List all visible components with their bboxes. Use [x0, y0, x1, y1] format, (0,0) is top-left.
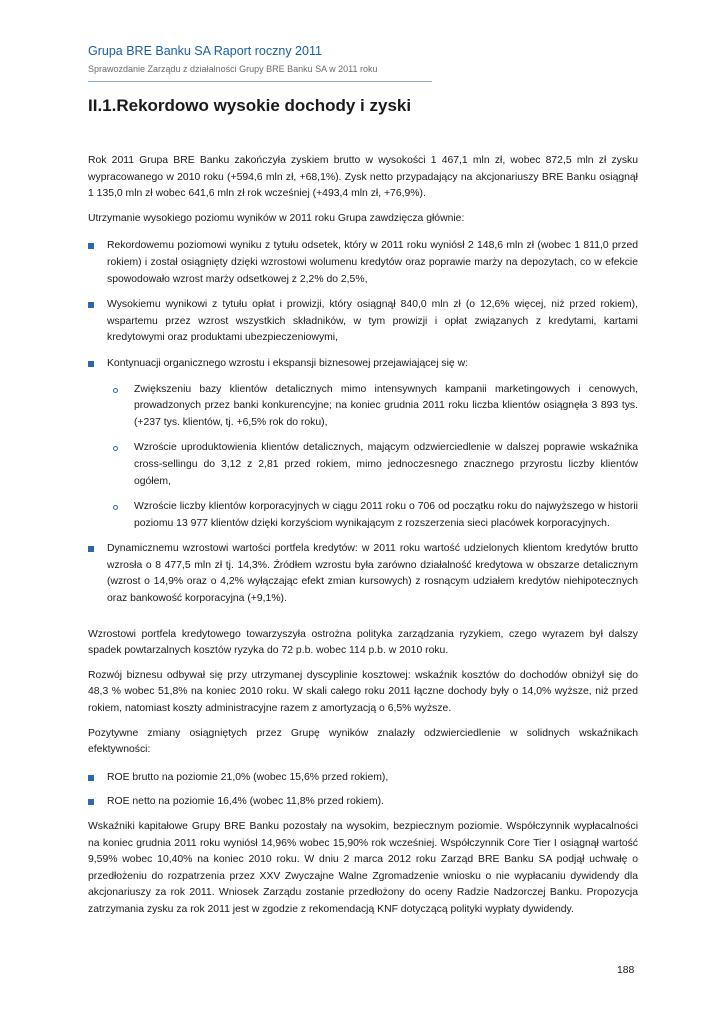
paragraph-risk: Wzrostowi portfela kredytowego towarzyszyła ostrożna polityka zarządzania ryzykiem, czego wyrazem był dalszy spadek powtarzalnych kosztów ryzyka do 72 p.b. wobec 114 p.b. w 2010 roku.: [88, 628, 638, 657]
bullet-text-growth: Kontynuacji organicznego wzrostu i ekspansji biznesowej przejawiającej się w:: [107, 357, 468, 369]
circle-bullet-icon: [113, 446, 118, 451]
sub-list-item: [88, 440, 638, 490]
page-number: 188: [617, 965, 635, 976]
list-item: [88, 356, 638, 373]
list-item: [88, 238, 638, 288]
bullet-text-fees: Wysokiemu wynikowi z tytułu opłat i prowizji, który osiągnął 840,0 mln zł (o 12,6% więcej, niż przed rokiem), wspartemu przez wzrost wszystkich składników, w tym prowizji i opłat związanych z kredytami, kartami kredytowymi oraz produktami ubezpieczeniowymi,: [107, 299, 638, 344]
header-divider: [88, 81, 432, 82]
bullet-text-roe-gross: ROE brutto na poziomie 21,0% (wobec 15,6% przed rokiem),: [107, 771, 389, 783]
sub-list-item: [88, 499, 638, 532]
paragraph-profit: Rok 2011 Grupa BRE Banku zakończyła zyskiem brutto w wysokości 1 467,1 mln zł, wobec 872,5 mln zł zysku wypracowanego w 2010 roku (+594,6 mln zł, +68,1%). Zysk netto przypadający na akcjonariuszy BRE Banku osiągnął 1 135,0 mln zł wobec 641,6 mln zł rok wcześniej (+493,4 mln zł, +76,9%).: [88, 155, 638, 200]
list-item: [88, 541, 638, 607]
list-item: [88, 297, 638, 347]
sub-bullet-text-retail-base: Zwiększeniu bazy klientów detalicznych mimo intensywnych kampanii marketingowych i cenowych, prowadzonych przez banki konkurencyjne; na koniec grudnia 2011 roku liczba klientów osiągnęła 3 893 tys. (+237 tys. klientów, tj. +6,5% rok do roku),: [134, 383, 638, 428]
paragraph-efficiency: Pozytywne zmiany osiągniętych przez Grupę wyników znalazły odzwierciedlenie w solidnych wskaźnikach efektywności:: [88, 727, 638, 756]
sub-bullet-text-cross-selling: Wzroście uproduktowienia klientów detalicznych, mającym odzwierciedlenie w dalszej poprawie wskaźnika cross-sellingu do 3,12 z 2,81 przed rokiem, mimo jednoczesnego znacznego przyrostu liczby klientów ogółem,: [134, 442, 638, 487]
square-bullet-icon: [88, 243, 94, 249]
section-title: II.1.Rekordowo wysokie dochody i zyski: [88, 96, 412, 115]
square-bullet-icon: [88, 361, 94, 367]
bullet-text-roe-net: ROE netto na poziomie 16,4% (wobec 11,8% przed rokiem).: [107, 796, 385, 808]
square-bullet-icon: [88, 302, 94, 308]
square-bullet-icon: [88, 775, 94, 781]
sub-bullet-text-corporate: Wzroście liczby klientów korporacyjnych w ciągu 2011 roku o 706 od początku roku do najwyższego w historii poziomu 13 977 klientów dzięki korzyściom wynikającym z rozszerzenia sieci placówek korporacyjnych.: [134, 501, 638, 529]
paragraph-capital: Wskaźniki kapitałowe Grupy BRE Banku pozostały na wysokim, bezpiecznym poziomie. Współczynnik wypłacalności na koniec grudnia 2011 roku wyniósł 14,96% wobec 15,90% rok wcześniej. Współczynnik Core Tier I osiągnął wartość 9,59% wobec 10,40% na koniec 2010 roku. W dniu 2 marca 2012 roku Zarząd BRE Banku SA podjął uchwałę o przedłożeniu do rozpatrzenia przez XXV Zwyczajne Walne Zgromadzenie wniosku o nie wypłacaniu dywidendy dla akcjonariuszy za rok 2011. Wniosek Zarządu zostanie przedłożony do oceny Radzie Nadzorczej Banku. Propozycja zatrzymania zysku za rok 2011 jest w zgodzie z rekomendacją KNF dotyczącą polityki wypłaty dywidendy.: [88, 821, 638, 915]
document-body: [88, 153, 638, 919]
list-item: [88, 794, 638, 811]
circle-bullet-icon: [113, 388, 118, 393]
paragraph-intro-list: Utrzymanie wysokiego poziomu wyników w 2011 roku Grupa zawdzięcza głównie:: [88, 212, 465, 224]
list-item: [88, 770, 638, 787]
bullet-text-interest: Rekordowemu poziomowi wyniku z tytułu odsetek, który w 2011 roku wyniósł 2 148,6 mln zł (wobec 1 811,0 przed rokiem) i został osiągnięty dzięki wzrostowi wolumenu kredytów oraz poprawie marży na depozytach, co w efekcie spowodowało wzrost marży odsetkowej z 2,2% do 2,5%,: [107, 240, 638, 285]
circle-bullet-icon: [113, 505, 118, 510]
sub-list-item: [88, 382, 638, 432]
report-header-subtitle: Sprawozdanie Zarządu z działalności Grupy BRE Banku SA w 2011 roku: [88, 64, 378, 74]
paragraph-costs: Rozwój biznesu odbywał się przy utrzymanej dyscyplinie kosztowej: wskaźnik kosztów do dochodów obniżył się do 48,3 % wobec 51,8% na koniec 2010 roku. W skali całego roku 2011 łączne dochody były o 14,0% wyższe, niż przed rokiem, natomiast koszty administracyjne razem z amortyzacją o 6,5% wyższe.: [88, 669, 638, 715]
bullet-text-loans: Dynamicznemu wzrostowi wartości portfela kredytów: w 2011 roku wartość udzielonych klientom kredytów brutto wzrosła o 8 477,5 mln zł tj. 14,3%. Źródłem wzrostu była zarówno działalność kredytowa w obszarze detalicznym (wzrost o 14,9% oraz o 4,2% wyłączając efekt zmian kursowych) z rosnącym udziałem kredytów niehipotecznych oraz bankowość korporacyjna (+9,1%).: [107, 543, 638, 605]
square-bullet-icon: [88, 799, 94, 805]
square-bullet-icon: [88, 546, 94, 552]
report-header-title: Grupa BRE Banku SA Raport roczny 2011: [88, 44, 322, 58]
